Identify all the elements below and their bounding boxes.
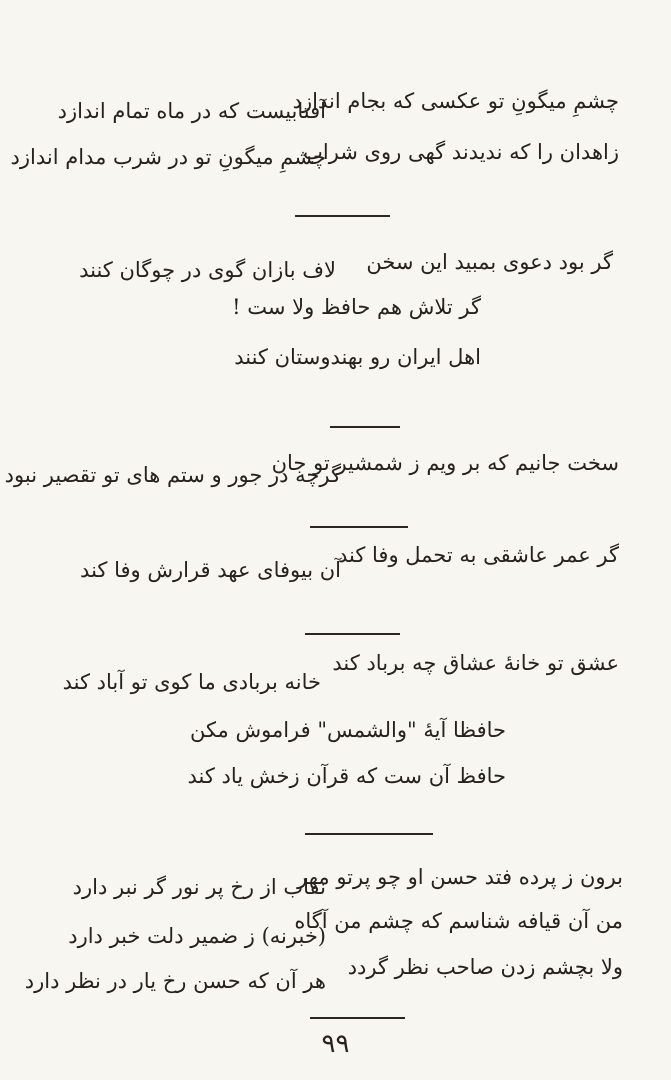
verse-s1-l2-right: زاهدان را که ندیدند گهی روی شراب: [303, 140, 619, 164]
verse-s5-l2: حافظا آیهٔ "والشمس" فراموش مکن: [189, 718, 506, 742]
verse-s6-l3-left: هر آن که حسن رخ یار در نظر دارد: [24, 969, 326, 993]
verse-s4-l1-left: آن بیوفای عهد قرارش وفا کند: [80, 558, 341, 582]
verse-s2-l2: گر تلاش هم حافظ ولا ست !: [232, 295, 481, 319]
divider-footer: [310, 1017, 405, 1019]
divider-2: [330, 426, 400, 428]
verse-s5-l1-right: عشق تو خانهٔ عشاق چه برباد کند: [332, 651, 619, 675]
verse-s3-l1-right: سخت جانیم که بر ویم ز شمشیر تو جان: [271, 451, 619, 475]
verse-s6-l2-left: (خبرنه) ز ضمیر دلت خبر دارد: [68, 924, 326, 948]
page-number: ۹۹: [321, 1029, 350, 1059]
divider-3: [310, 526, 408, 528]
verse-s6-l1-left: نقاب از رخ پر نور گر نبر دارد: [72, 875, 326, 899]
verse-s4-l1-right: گر عمر عاشقی به تحمل وفا کند: [337, 543, 619, 567]
verse-s2-l1-left: لاف بازان گوی در چوگان کنند: [79, 258, 336, 282]
verse-s6-l1-right: برون ز پرده فتد حسن او چو پرتو مهر: [297, 865, 623, 889]
verse-s3-l1-left: گرچه در جور و ستم های تو تقصیر نبود: [4, 463, 341, 487]
verse-s2-l1-right: گر بود دعوی بمبید این سخن: [366, 250, 613, 274]
verse-s5-l3: حافظ آن ست که قرآن زخش یاد کند: [187, 764, 506, 788]
verse-s6-l2-right: من آن قیافه شناسم که چشم من آگاه: [294, 909, 623, 933]
verse-s1-l1-left: آفتابیست که در ماه تمام اندازد: [57, 99, 326, 123]
divider-1: [295, 215, 390, 217]
verse-s6-l3-right: ولا بچشم زدن صاحب نظر گردد: [347, 955, 623, 979]
verse-s1-l1-right: چشمِ میگونِ تو عکسی که بجام اندازد: [292, 89, 619, 113]
divider-4: [305, 633, 400, 635]
verse-s1-l2-left: چشمِ میگونِ تو در شرب مدام اندازد: [10, 145, 326, 169]
verse-s5-l1-left: خانه بربادی ما کوی تو آباد کند: [62, 670, 321, 694]
divider-5: [305, 833, 433, 835]
verse-s2-l3: اهل ایران رو بهندوستان کنند: [234, 345, 481, 369]
